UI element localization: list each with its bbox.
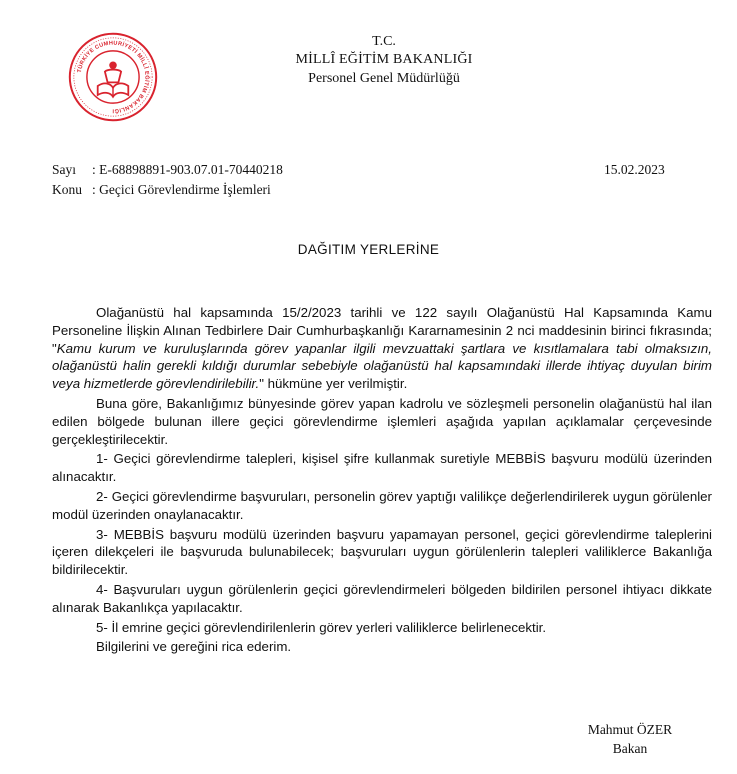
list-item-2: 2- Geçici görevlendirme başvuruları, personelin görev yaptığı valilikçe değerlendirilerek uygun görülenler modül üzerinden onaylanacaktır.	[52, 488, 712, 522]
intro-end: " hükmüne yer verilmiştir.	[259, 376, 408, 392]
list-item-5: 5- İl emrine geçici görevlendirilenlerin görev yerleri valiliklerce belirlenecektir.	[96, 619, 547, 635]
intro-quote: Kamu kurum ve kuruluşlarında görev yapanlar ilgili mevzuattaki şartlara ve kısıtlamalara tabi olmaksızın, olağanüstü halin gerekli kıldığı durumlar sebebiyle olağanüstü hal kapsamındaki illerde ihtiyaç duyulan birim veya hizmetlerde görevlendirilebilir.	[52, 340, 712, 392]
sayi-label: Sayı	[52, 162, 77, 177]
list-item-4: 4- Başvuruları uygun görülenlerin geçici görevlendirmeleri bölgeden bildirilen personel ihtiyacı dikkate alınarak Bakanlıkça yapılacaktır.	[52, 581, 712, 615]
list-item-3: 3- MEBBİS başvuru modülü üzerinden başvuru yapamayan personel, geçici görevlendirme taleplerini içeren dilekçeleri ile başvuruda bulunabilecek; başvuruları uygun görülenlerin talepleri valiliklerce Bakanlığa bildirilecektir.	[52, 526, 712, 578]
svg-text:TÜRKİYE CUMHURİYETİ MİLLÎ EĞİT: TÜRKİYE CUMHURİYETİ MİLLÎ EĞİTİM BAKANLIĞI	[76, 40, 150, 114]
paragraph-intro	[52, 304, 712, 393]
konu-value: : Geçici Görevlendirme İşlemleri	[92, 182, 271, 197]
header-ministry: MİLLÎ EĞİTİM BAKANLIĞI	[295, 52, 473, 67]
distribution-heading: DAĞITIM YERLERİNE	[297, 242, 440, 257]
header-state: T.C.	[372, 34, 396, 49]
konu-label: Konu	[52, 182, 82, 197]
sayi-row	[52, 161, 283, 179]
list-item-1: 1- Geçici görevlendirme talepleri, kişisel şifre kullanmak suretiyle MEBBİS başvuru modülü üzerinden alınacaktır.	[52, 451, 712, 485]
paragraph-accordingly: Buna göre, Bakanlığımız bünyesinde görev yapan kadrolu ve sözleşmeli personelin olağanüstü hal ilan edilen bölgede bulunan illere geçici görevlendirme işlemleri aşağıda yapılan açıklamalar çerçevesinde gerçekleştirilecektir.	[52, 395, 712, 447]
konu-row	[52, 181, 271, 199]
document-date: 15.02.2023	[604, 162, 665, 177]
signatory-title: Bakan	[612, 741, 648, 756]
signature-block	[560, 720, 700, 758]
closing-sentence: Bilgilerini ve gereğini rica ederim.	[96, 639, 292, 655]
ministry-seal-logo	[68, 32, 158, 122]
signatory-name: Mahmut ÖZER	[587, 722, 673, 737]
intro-text: Olağanüstü hal kapsamında 15/2/2023 tarihli ve 122 sayılı Olağanüstü Hal Kapsamında Kamu Personeline İlişkin Alınan Tedbirlere Dair Cumhurbaşkanlığı Kararnamesinin 2 nci maddesinin birinci fıkrasında; "	[52, 305, 712, 356]
header-department: Personel Genel Müdürlüğü	[308, 71, 460, 86]
letter-body	[52, 304, 712, 656]
sayi-value: : E-68898891-903.07.01-70440218	[92, 162, 283, 177]
